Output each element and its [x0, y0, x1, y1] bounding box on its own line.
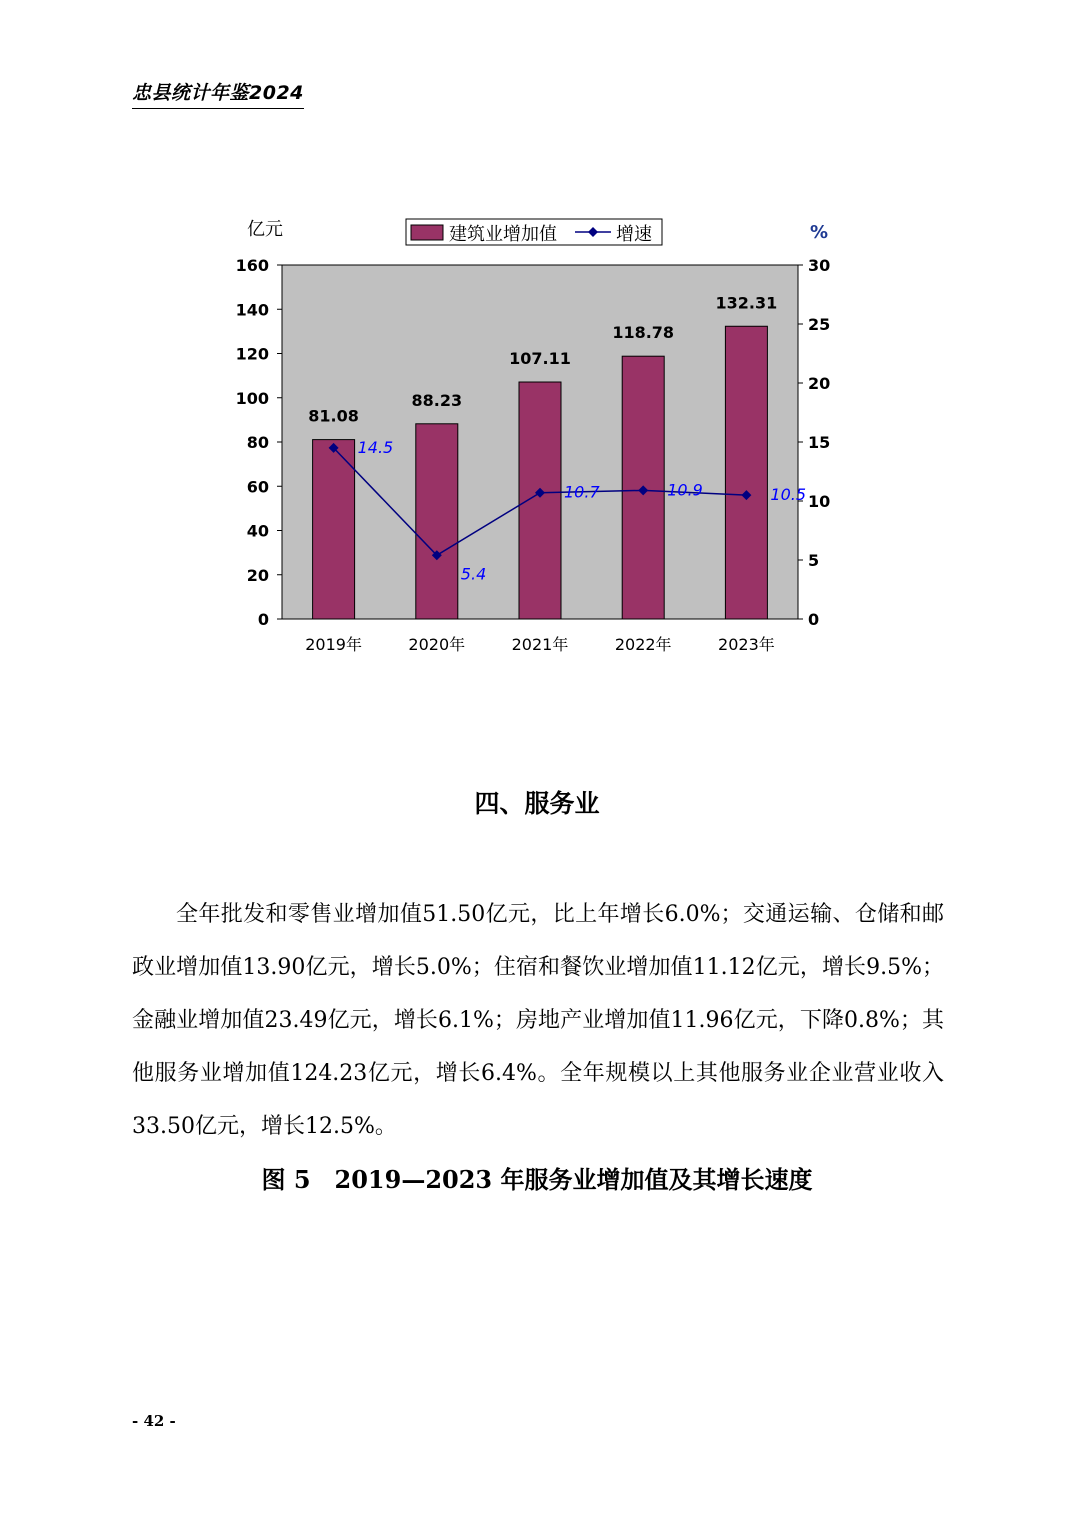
growth-value-label: 10.7 — [564, 482, 600, 502]
bar-value-label: 88.23 — [411, 390, 463, 410]
legend-line-label: 增速 — [616, 224, 652, 245]
y2-tick-label: 15 — [808, 433, 831, 452]
growth-value-label: 14.5 — [357, 437, 394, 457]
x-tick-label: 2021年 — [511, 635, 569, 654]
bar-value-label: 81.08 — [308, 406, 359, 426]
y2-axis-title: % — [810, 222, 829, 243]
bar-value-label: 132.31 — [715, 293, 778, 313]
x-tick-label: 2020年 — [408, 635, 466, 654]
y-tick-label: 80 — [246, 433, 269, 452]
bar — [313, 440, 355, 619]
y2-tick-label: 20 — [808, 374, 831, 393]
growth-value-label: 5.4 — [460, 564, 487, 584]
legend-bar-swatch — [411, 225, 443, 240]
x-tick-label: 2023年 — [718, 635, 775, 654]
figure-caption: 图 5 2019—2023 年服务业增加值及其增长速度 — [261, 1165, 813, 1194]
y-tick-label: 0 — [257, 610, 269, 629]
growth-value-label: 10.9 — [667, 480, 703, 500]
bar — [416, 424, 458, 619]
running-header-title: 忠县统计年鉴2024 — [132, 78, 304, 109]
construction-chart — [225, 210, 845, 670]
y2-tick-label: 30 — [808, 256, 831, 275]
x-tick-label: 2019年 — [305, 635, 362, 654]
bar — [725, 326, 767, 619]
y2-tick-label: 0 — [808, 610, 820, 629]
x-tick-label: 2022年 — [614, 635, 672, 654]
y2-tick-label: 10 — [808, 492, 831, 511]
y-tick-label: 60 — [246, 477, 269, 497]
y2-tick-label: 5 — [808, 551, 820, 570]
bar-value-label: 118.78 — [612, 323, 675, 343]
bar-value-label: 107.11 — [509, 349, 571, 369]
y2-tick-label: 25 — [808, 315, 831, 334]
section-heading: 四、服务业 — [474, 789, 600, 818]
y-tick-label: 160 — [235, 256, 269, 275]
y-tick-label: 100 — [235, 388, 269, 408]
y-tick-label: 40 — [246, 521, 269, 541]
y-tick-label: 20 — [246, 565, 269, 585]
y-tick-label: 140 — [235, 300, 269, 320]
y-tick-label: 120 — [235, 344, 269, 364]
growth-value-label: 10.5 — [770, 485, 807, 505]
bar — [519, 382, 561, 619]
legend-bar-label: 建筑业增加值 — [449, 224, 557, 245]
page-number: - 42 - — [132, 1412, 176, 1430]
body-paragraph: 全年批发和零售业增加值51.50亿元，比上年增长6.0%；交通运输、仓储和邮政业增加值13.90亿元，增长5.0%；住宿和餐饮业增加值11.12亿元，增长9.5%；金融业增加值23.49亿元，增长6.1%；房地产业增加值11.96亿元，下降0.8%；其他服务业增加值124.23亿元，增长6.4%。全年规模以上其他服务业企业营业收入33.50亿元，增长12.5%。 — [132, 902, 944, 1139]
y-axis-title: 亿元 — [247, 219, 283, 240]
